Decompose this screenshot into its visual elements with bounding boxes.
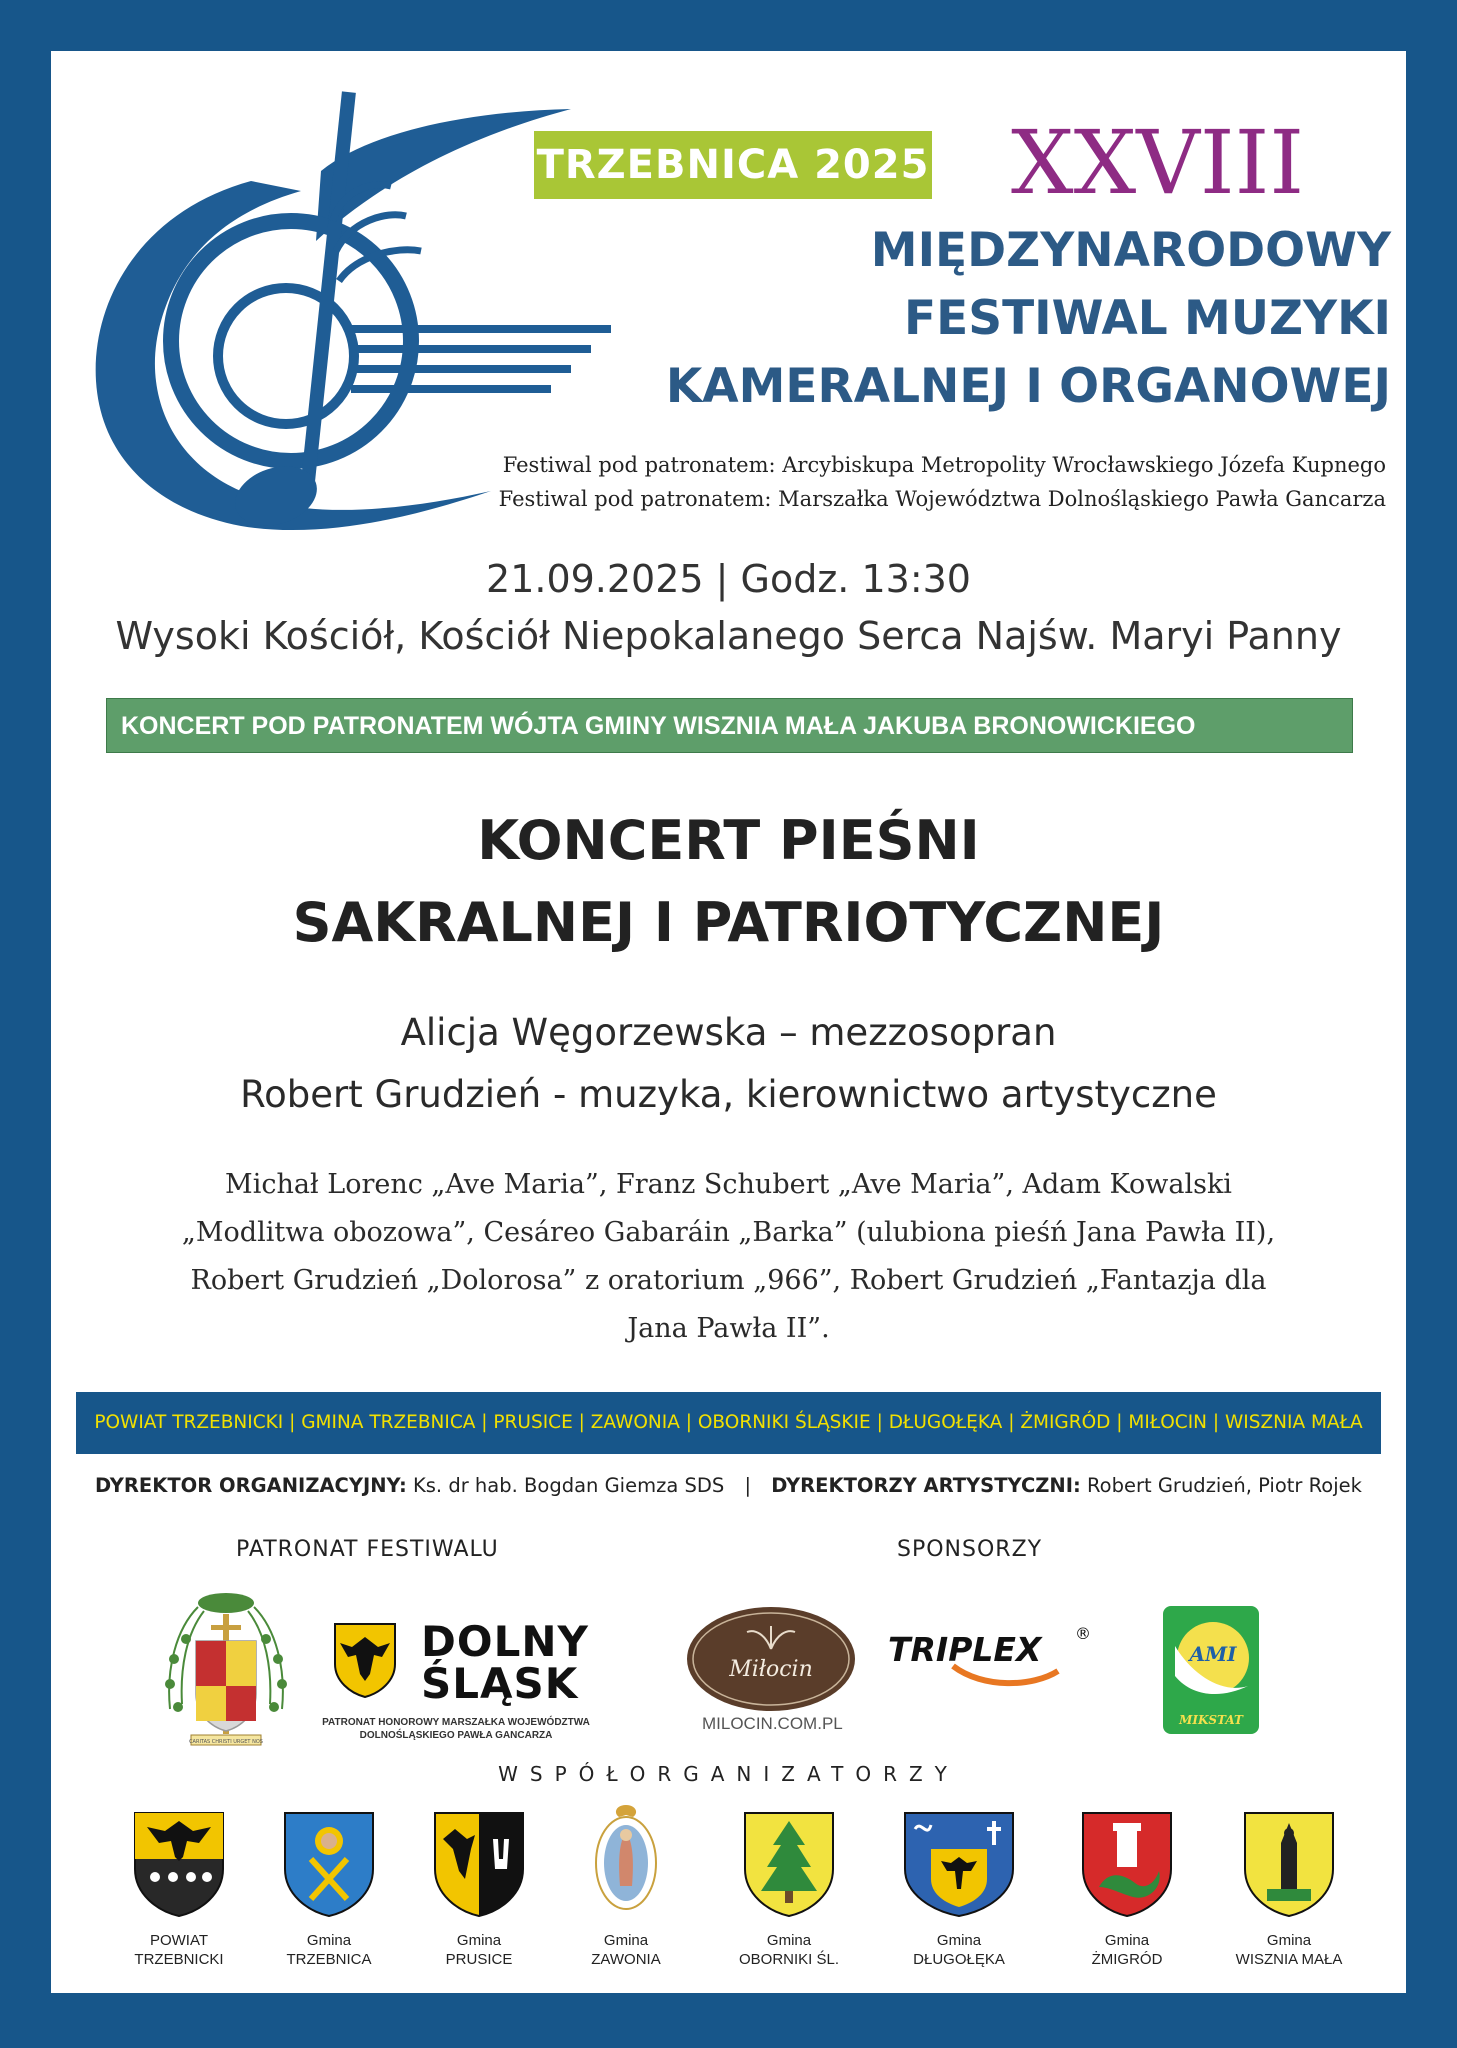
- wisznia-mala-crest-icon: [1241, 1809, 1337, 1919]
- year-tag: TRZEBNICA 2025: [534, 131, 932, 199]
- coorganizer-caption: Gmina OBORNIKI ŚL.: [738, 1932, 840, 1968]
- milocin-logo: [685, 1604, 857, 1714]
- svg-text:AMI: AMI: [1189, 1642, 1237, 1666]
- program-line: Robert Grudzień „Dolorosa” z oratorium „966”, Robert Grudzień „Fantazja dla: [190, 1265, 1267, 1296]
- patronage-archbishop: Festiwal pod patronatem: Arcybiskupa Metropolity Wrocławskiego Józefa Kupnego: [502, 453, 1386, 477]
- sponsors-section-label: SPONSORZY: [897, 1537, 1043, 1562]
- performer-singer: Alicja Węgorzewska – mezzosopran: [400, 1011, 1057, 1054]
- event-date-time: 21.09.2025 | Godz. 13:30: [486, 557, 971, 601]
- zmigrod-crest-icon: [1079, 1809, 1175, 1919]
- svg-text:®: ®: [1075, 1624, 1091, 1643]
- svg-text:TRIPLEX: TRIPLEX: [888, 1630, 1042, 1669]
- program-list: [151, 1161, 1306, 1353]
- coorganizer-caption: Gmina WISZNIA MAŁA: [1235, 1932, 1343, 1968]
- coorganizer-caption: Gmina ZAWONIA: [591, 1932, 661, 1968]
- poster: [51, 51, 1406, 1993]
- patronage-section-label: PATRONAT FESTIWALU: [236, 1537, 499, 1562]
- patronage-banner: KONCERT POD PATRONATEM WÓJTA GMINY WISZNIA MAŁA JAKUBA BRONOWICKIEGO: [106, 698, 1353, 753]
- program-line: „Modlitwa obozowa”, Cesáreo Gabaráin „Barka” (ulubiona pieśń Jana Pawła II),: [181, 1217, 1276, 1248]
- coorganizers-section-label: WSPÓŁORGANIZATORZY: [498, 1762, 959, 1786]
- triplex-logo: [883, 1621, 1093, 1691]
- performer-director: Robert Grudzień - muzyka, kierownictwo artystyczne: [240, 1073, 1217, 1116]
- archbishop-coat-of-arms: [156, 1589, 296, 1754]
- coorganizer-caption: Gmina DŁUGOŁĘKA: [913, 1932, 1005, 1968]
- dolny-slask-eagle-icon: [330, 1619, 400, 1699]
- svg-text:Miłocin: Miłocin: [729, 1657, 813, 1682]
- org-director-name: Ks. dr hab. Bogdan Giemza SDS: [412, 1474, 725, 1497]
- festival-title-line-2: FESTIWAL MUZYKI: [904, 291, 1391, 346]
- festival-title-line-3: KAMERALNEJ I ORGANOWEJ: [665, 359, 1391, 414]
- powiat-trzebnicki-crest-icon: [131, 1809, 227, 1919]
- dolny-slask-word-2: ŚLĄSK: [421, 1659, 579, 1708]
- patronage-marshal: Festiwal pod patronatem: Marszałka Województwa Dolnośląskiego Pawła Gancarza: [498, 487, 1386, 511]
- art-directors-names: Robert Grudzień, Piotr Rojek: [1086, 1474, 1362, 1497]
- directors-separator: |: [744, 1474, 752, 1497]
- coorganizer-caption: Gmina TRZEBNICA: [286, 1932, 372, 1968]
- org-director-label: DYREKTOR ORGANIZACYJNY:: [95, 1474, 407, 1497]
- dolny-slask-word-1: DOLNY: [421, 1617, 589, 1666]
- coorganizer-caption: Gmina PRUSICE: [445, 1932, 513, 1968]
- zawonia-crest-icon: [591, 1801, 661, 1917]
- prusice-crest-icon: [431, 1809, 527, 1919]
- partners-bar: POWIAT TRZEBNICKI | GMINA TRZEBNICA | PRUSICE | ZAWONIA | OBORNIKI ŚLĄSKIE | DŁUGOŁĘKA | ŻMIGRÓD | MIŁOCIN | WISZNIA MAŁA: [76, 1392, 1381, 1454]
- concert-title-line-1: KONCERT PIEŚNI: [477, 809, 980, 872]
- art-directors-label: DYREKTORZY ARTYSTYCZNI:: [771, 1474, 1081, 1497]
- svg-text:MIKSTAT: MIKSTAT: [1179, 1713, 1243, 1727]
- festival-title-line-1: MIĘDZYNARODOWY: [870, 223, 1391, 278]
- program-line: Michał Lorenc „Ave Maria”, Franz Schubert „Ave Maria”, Adam Kowalski: [225, 1169, 1232, 1200]
- coorganizer-caption: Gmina ŻMIGRÓD: [1091, 1932, 1163, 1968]
- dolny-slask-caption: PATRONAT HONOROWY MARSZAŁKA WOJEWÓDZTWA DOLNOŚLĄSKIEGO PAWŁA GANCARZA: [322, 1717, 590, 1741]
- program-line: Jana Pawła II”.: [627, 1313, 830, 1344]
- ami-mikstat-logo: [1163, 1606, 1259, 1734]
- milocin-url: MILOCIN.COM.PL: [702, 1714, 843, 1733]
- coorganizer-caption: POWIAT TRZEBNICKI: [134, 1932, 224, 1968]
- event-venue: Wysoki Kościół, Kościół Niepokalanego Serca Najśw. Maryi Panny: [115, 614, 1342, 658]
- svg-text:CARITAS CHRISTI URGET NOS: CARITAS CHRISTI URGET NOS: [189, 1739, 263, 1745]
- trzebnica-crest-icon: [281, 1809, 377, 1919]
- edition-number: XXVIII: [1011, 111, 1305, 214]
- concert-title-line-2: SAKRALNEJ I PATRIOTYCZNEJ: [292, 891, 1165, 954]
- oborniki-slaskie-crest-icon: [741, 1809, 837, 1919]
- directors-line: [51, 1469, 1406, 1503]
- dlugoleka-crest-icon: [901, 1809, 1017, 1919]
